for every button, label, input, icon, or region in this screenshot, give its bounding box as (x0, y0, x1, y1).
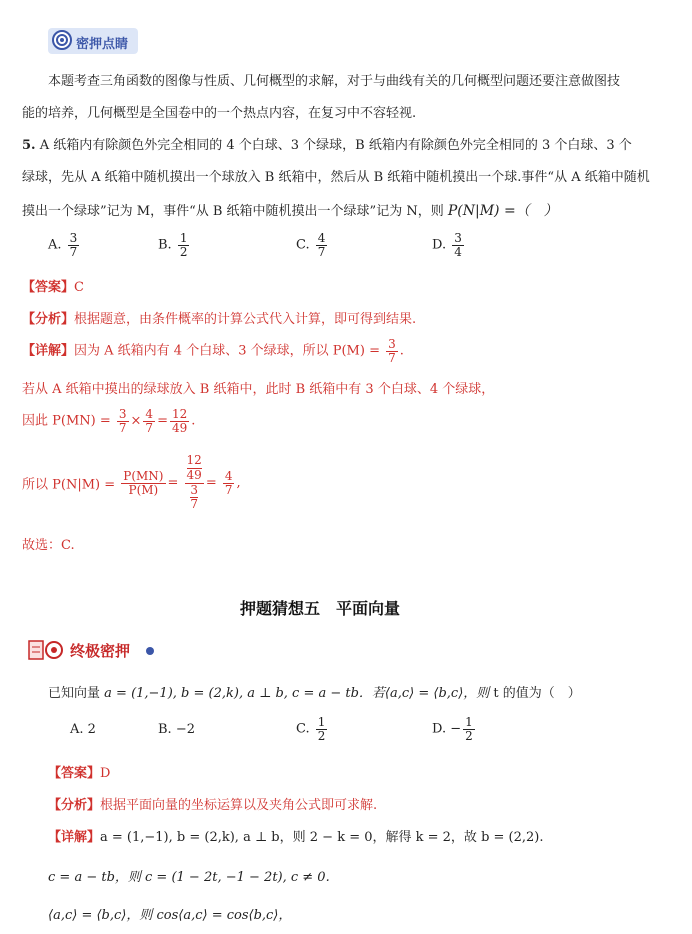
fraction: $\frac{3}{4}$ (454, 231, 462, 259)
q5-detail-3: 因此 P(MN) = $\frac{3}{7}$ × $\frac{4}{7}$ = $\frac{12}{49}$ . (22, 407, 196, 435)
q5-detail-1: 【详解】因为 A 纸箱内有 4 个白球、3 个绿球，所以 P(M) = $\frac{3}{7}$ . (22, 337, 404, 365)
q5-option-d: D. $\frac{3}{4}$ (432, 231, 462, 259)
q5-formula: P(N|M) =（ ） (447, 203, 558, 219)
badge-text: 密押点睛 (76, 36, 129, 51)
fraction: $\frac{3}{7}$ (388, 337, 396, 365)
q6-option-c: C. $\frac{1}{2}$ (296, 715, 326, 743)
q5-answer: 【答案】C (22, 280, 84, 295)
q5-line-3 (22, 200, 558, 220)
q5-line-1 (22, 134, 632, 153)
fraction: $\frac{1}{2}$ (179, 231, 188, 259)
q5-detail-2: 若从 A 纸箱中摸出的绿球放入 B 纸箱中，此时 B 纸箱中有 3 个白球、4 个绿球， (22, 382, 495, 397)
q6-detail-2: c = a − tb，则 c = (1 − 2t, −1 − 2t), c ≠ 0. (48, 870, 330, 885)
badge-text: 终极密押 (70, 643, 131, 660)
summary-line-1: 本题考查三角函数的图像与性质、几何概型的求解，对于与曲线有关的几何概型问题还要注意做图技 (48, 74, 621, 89)
q6-option-b: B. −2 (158, 722, 195, 737)
q6-detail-3: ⟨a,c⟩ = ⟨b,c⟩，则 cos⟨a,c⟩ = cos⟨b,c⟩， (48, 908, 292, 923)
q6-option-a: A. 2 (70, 722, 96, 737)
badge-secret-tips (48, 28, 138, 54)
q5-text-1: A 纸箱内有除颜色外完全相同的 4 个白球、3 个绿球，B 纸箱内有除颜色外完全相同的 3 个白球、3 个 (39, 138, 632, 153)
q6-stem-math: a = (1,−1), b = (2,k), a ⊥ b, c = a − tb．若⟨a,c⟩ = ⟨b,c⟩，则 (104, 686, 490, 701)
target-icon (28, 638, 66, 662)
target-icon (52, 30, 72, 50)
fraction: $\frac{3}{7}$ (69, 231, 78, 259)
dot-icon (146, 647, 154, 655)
summary-line-2: 能的培养，几何概型是全国卷中的一个热点内容，在复习中不容轻视. (22, 106, 417, 121)
q6-analysis: 【分析】根据平面向量的坐标运算以及夹角公式即可求解. (48, 798, 378, 813)
q5-analysis: 【分析】根据题意，由条件概率的计算公式代入计算，即可得到结果. (22, 312, 417, 327)
section-title: 押题猜想五 平面向量 (240, 601, 401, 618)
q5-option-b: B. $\frac{1}{2}$ (158, 231, 188, 259)
q5-option-c: C. $\frac{4}{7}$ (296, 231, 326, 259)
q5-conclusion: 故选：C. (22, 538, 75, 553)
q5-option-a: A. $\frac{3}{7}$ (48, 231, 78, 259)
q5-line-2: 绿球，先从 A 纸箱中随机摸出一个球放入 B 纸箱中，然后从 B 纸箱中随机摸出一个球.事件“从 A 纸箱中随机 (22, 170, 650, 185)
q5-text-3: 摸出一个绿球”记为 M，事件“从 B 纸箱中随机摸出一个绿球”记为 N，则 (22, 204, 444, 219)
q6-answer: 【答案】D (48, 766, 111, 781)
fraction: $\frac{4}{7}$ (317, 231, 326, 259)
q5-detail-4: 所以 P(N|M) = $\frac{P(MN)}{P(M)}$ = $\frac{12}{49}$ 3 7 = $\frac{4}{7}$ , (22, 453, 241, 512)
q5-number: 5. (22, 138, 36, 153)
badge-final-secret (28, 636, 168, 664)
q6-detail-1: 【详解】a = (1,−1), b = (2,k), a ⊥ b，则 2 − k = 0，解得 k = 2，故 b = (2,2). (48, 830, 544, 845)
q6-stem: 已知向量 a = (1,−1), b = (2,k), a ⊥ b, c = a − tb．若⟨a,c⟩ = ⟨b,c⟩，则 t 的值为（ ） (48, 686, 581, 701)
q6-option-d: D. − $\frac{1}{2}$ (432, 715, 473, 743)
